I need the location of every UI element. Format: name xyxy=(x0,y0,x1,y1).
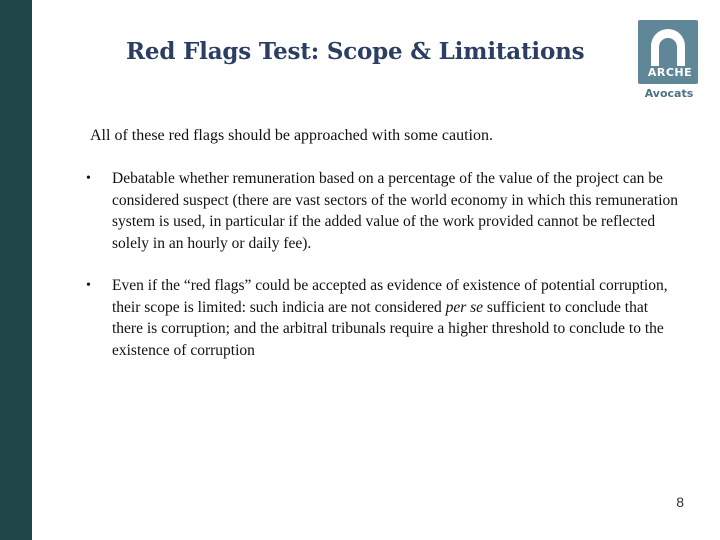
bullet-marker: • xyxy=(86,278,91,293)
bullet-text-part: Even if the “red flags” could be accepted as evidence of existence of potential corruption, their scope is limited: such indicia are not considered xyxy=(112,277,668,316)
bullet-list xyxy=(86,168,682,382)
bullet-text-part: sufficient to conclude that there is corruption; and the arbitral tribunals require a higher threshold to conclude to the existence of corruption xyxy=(112,298,664,359)
italic-term: per se xyxy=(445,298,484,316)
intro-text: All of these red flags should be approached with some caution. xyxy=(90,127,493,144)
page-number: 8 xyxy=(676,494,684,510)
slide-title: Red Flags Test: Scope & Limitations xyxy=(126,38,585,65)
logo-subtitle: Avocats xyxy=(644,87,694,100)
bullet-text: Debatable whether remuneration based on a percentage of the value of the project can be considered suspect (there are vast sectors of the world economy in which this remuneration system is used, in particular if the added value of the work provided cannot be reflected solely in an hourly or daily fee). xyxy=(112,170,678,252)
bullet-item xyxy=(86,168,682,254)
arche-avocats-logo xyxy=(636,18,698,104)
logo-name: ARCHE xyxy=(647,66,693,79)
bullet-item xyxy=(86,275,682,361)
left-accent-bar xyxy=(0,0,32,540)
logo-emblem xyxy=(638,20,698,84)
bullet-marker: • xyxy=(86,171,91,186)
